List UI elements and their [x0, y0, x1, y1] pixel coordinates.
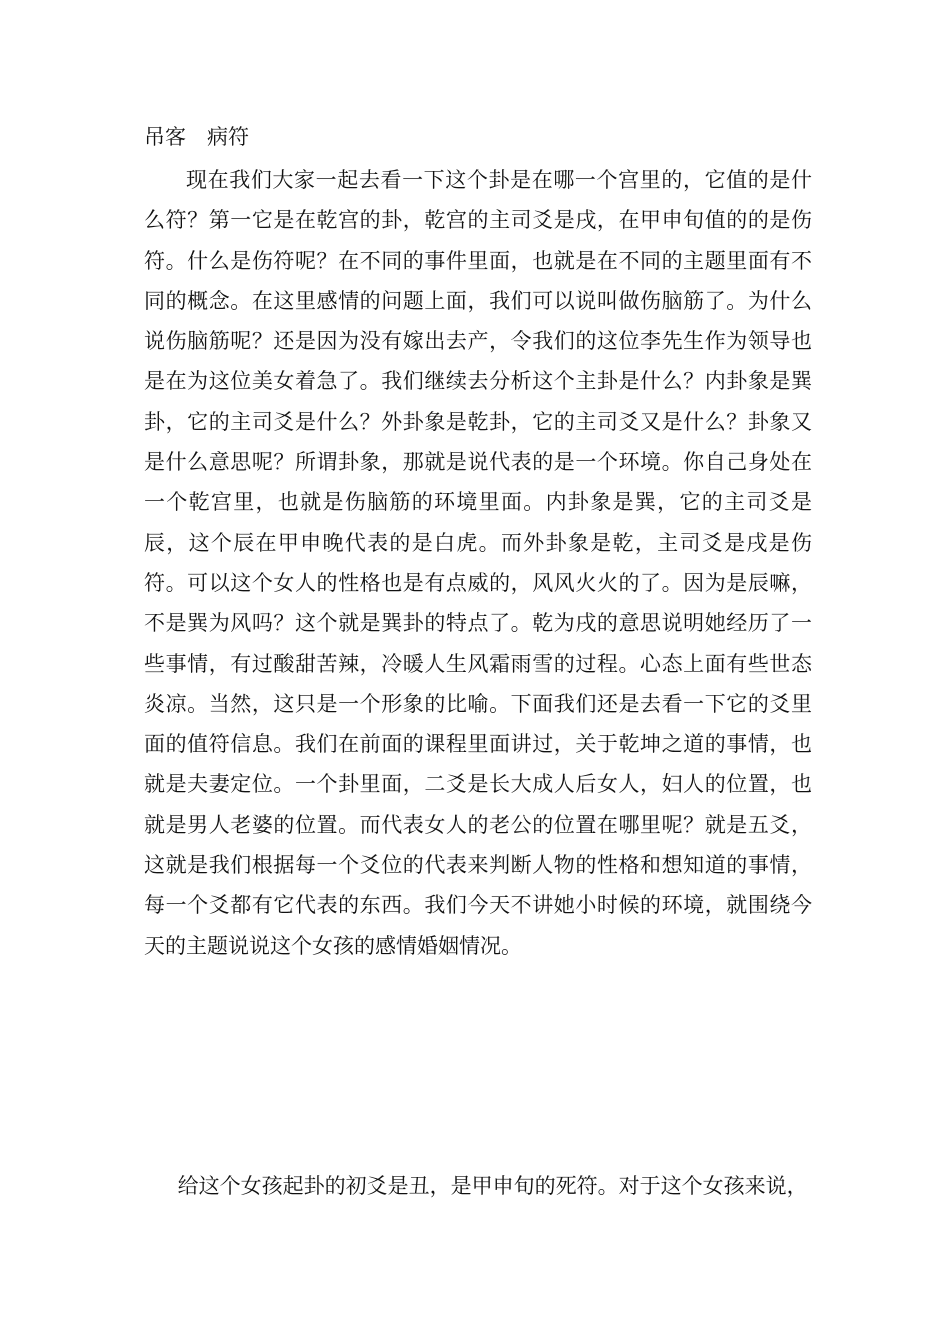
body-paragraph-2: 给这个女孩起卦的初爻是丑，是甲申旬的死符。对于这个女孩来说，: [177, 1174, 808, 1198]
body-paragraph-1: 现在我们大家一起去看一下这个卦是在哪一个宫里的，它值的是什么符？第一它是在乾宫的卦，乾宫的主司爻是戌，在甲申旬值的的是伤符。什么是伤符呢？在不同的事件里面，也就是在不同的主题里面有不同的概念。在这里感情的问题上面，我们可以说叫做伤脑筋了。为什么说伤脑筋呢？还是因为没有嫁出去产，令我们的这位李先生作为领导也是在为这位美女着急了。我们继续去分析这个主卦是什么？内卦象是巽卦，它的主司爻是什么？外卦象是乾卦，它的主司爻又是什么？卦象又是什么意思呢？所谓卦象，那就是说代表的是一个环境。你自己身处在一个乾宫里，也就是伤脑筋的环境里面。内卦象是巽，它的主司爻是辰，这个辰在甲申晚代表的是白虎。而外卦象是乾，主司爻是戌是伤符。可以这个女人的性格也是有点威的，风风火火的了。因为是辰嘛，不是巽为风吗？这个就是巽卦的特点了。乾为戌的意思说明她经历了一些事情，有过酸甜苦辣，冷暖人生风霜雨雪的过程。心态上面有些世态炎凉。当然，这只是一个形象的比喻。下面我们还是去看一下它的爻里面的值符信息。我们在前面的课程里面讲过，关于乾坤之道的事情，也就是夫妻定位。一个卦里面，二爻是长大成人后女人，妇人的位置，也就是男人老婆的位置。而代表女人的老公的位置在哪里呢？就是五爻，这就是我们根据每一个爻位的代表来判断人物的性格和想知道的事情，每一个爻都有它代表的东西。我们今天不讲她小时候的环境，就围绕今天的主题说说这个女孩的感情婚姻情况。: [144, 168, 812, 958]
section-heading: 吊客 病符: [144, 125, 249, 149]
